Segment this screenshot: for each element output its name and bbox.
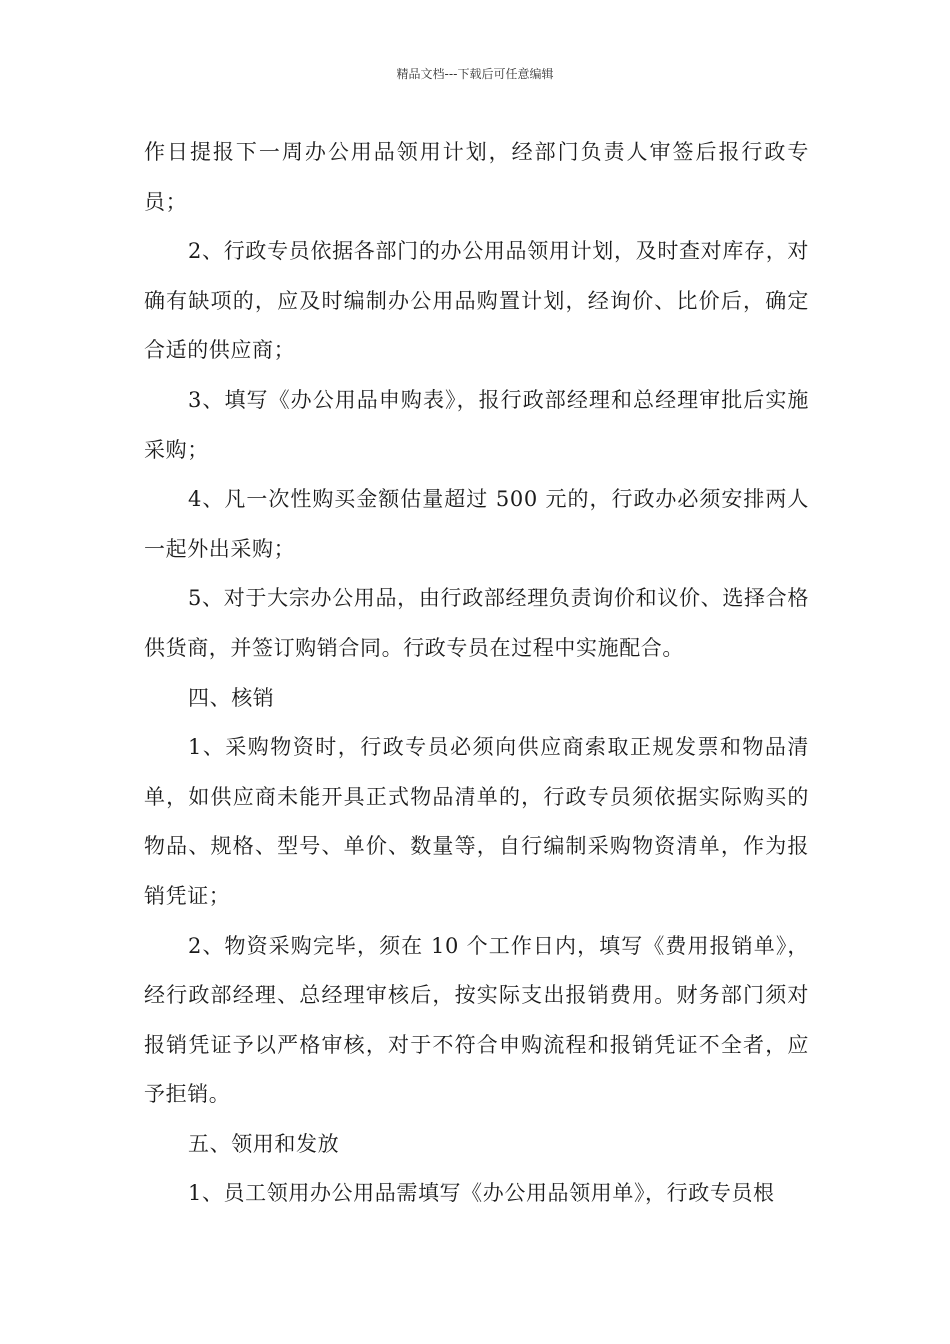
page-header: 精品文档---下载后可任意编辑 bbox=[396, 67, 554, 81]
paragraph: 作日提报下一周办公用品领用计划，经部门负责人审签后报行政专员； bbox=[144, 140, 809, 214]
section-heading: 四、核销 bbox=[188, 685, 275, 710]
paragraph: 5、对于大宗办公用品，由行政部经理负责询价和议价、选择合格供货商，并签订购销合同。行政专员在过程中实施配合。 bbox=[144, 586, 809, 660]
paragraph: 4、凡一次性购买金额估量超过 500 元的，行政办必须安排两人一起外出采购； bbox=[144, 487, 809, 561]
document-body bbox=[144, 128, 809, 1219]
paragraph: 3、填写《办公用品申购表》，报行政部经理和总经理审批后实施采购； bbox=[144, 387, 809, 462]
paragraph: 2、行政专员依据各部门的办公用品领用计划，及时查对库存，对确有缺项的，应及时编制办公用品购置计划，经询价、比价后，确定合适的供应商； bbox=[144, 239, 809, 363]
paragraph: 2、物资采购完毕，须在 10 个工作日内，填写《费用报销单》，经行政部经理、总经理审核后，按实际支出报销费用。财务部门须对报销凭证予以严格审核，对于不符合申购流程和报销凭证不全者，应予拒销。 bbox=[144, 933, 809, 1107]
section-heading: 五、领用和发放 bbox=[188, 1131, 340, 1156]
paragraph: 1、员工领用办公用品需填写《办公用品领用单》，行政专员根 bbox=[188, 1181, 775, 1206]
paragraph: 1、采购物资时，行政专员必须向供应商索取正规发票和物品清单，如供应商未能开具正式物品清单的，行政专员须依据实际购买的物品、规格、型号、单价、数量等，自行编制采购物资清单，作为报销凭证； bbox=[144, 735, 809, 908]
